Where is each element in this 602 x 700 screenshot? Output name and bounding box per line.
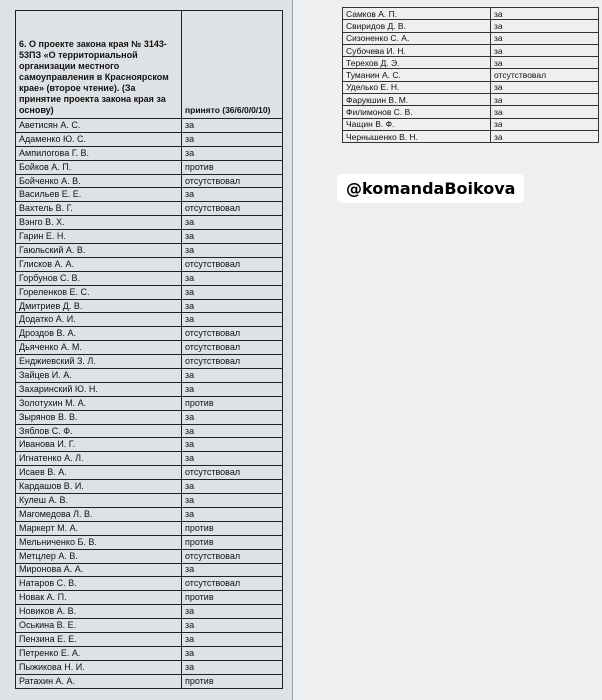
table-row [16,452,283,466]
deputy-name: Оськина В. Е. [16,619,182,633]
table-row [343,94,599,106]
deputy-vote: за [182,410,283,424]
deputy-name: Терехов Д. Э. [343,57,491,69]
deputy-vote: за [491,20,599,32]
deputy-name: Дроздов В. А. [16,327,182,341]
deputy-name: Магомедова Л. В. [16,507,182,521]
table-row [16,230,283,244]
table-row [16,438,283,452]
deputy-vote: за [182,216,283,230]
deputy-name: Аветисян А. С. [16,119,182,133]
deputy-name: Фарукшин В. М. [343,94,491,106]
table-row [343,32,599,44]
deputy-vote: за [491,130,599,142]
table-row [343,69,599,81]
table-row [16,577,283,591]
deputy-name: Зяблов С. Ф. [16,424,182,438]
deputy-name: Самков А. П. [343,8,491,20]
table-row [16,619,283,633]
table-header-row [16,11,283,119]
table-row [16,327,283,341]
deputy-vote: за [491,8,599,20]
table-row [16,202,283,216]
deputy-name: Гаюльский А. В. [16,244,182,258]
deputy-vote: за [182,188,283,202]
deputy-vote: за [182,313,283,327]
deputy-name: Пыжикова Н. И. [16,660,182,674]
vote-result: принято (36/6/0/0/10) [182,11,283,119]
deputy-vote: за [491,32,599,44]
table-row [16,369,283,383]
table-row [16,466,283,480]
deputy-name: Сизоненко С. А. [343,32,491,44]
table-row [16,285,283,299]
deputy-name: Зырянов В. В. [16,410,182,424]
deputy-vote: за [182,605,283,619]
deputy-vote: за [182,230,283,244]
table-row [16,563,283,577]
table-row [16,507,283,521]
deputy-name: Дьяченко А. М. [16,341,182,355]
deputy-vote: отсутствовал [182,549,283,563]
deputy-name: Иванова И. Г. [16,438,182,452]
deputy-name: Бойченко А. В. [16,174,182,188]
deputy-name: Туманин А. С. [343,69,491,81]
table-row [16,549,283,563]
deputy-vote: против [182,674,283,688]
deputy-vote: отсутствовал [182,355,283,369]
table-row [16,396,283,410]
table-row [16,605,283,619]
table-row [343,44,599,56]
table-row [16,674,283,688]
table-row [16,410,283,424]
deputy-name: Додатко А. И. [16,313,182,327]
table-row [16,174,283,188]
deputy-name: Захаринский Ю. Н. [16,382,182,396]
deputy-vote: за [182,632,283,646]
deputy-name: Васильев Е. Е. [16,188,182,202]
table-row [16,480,283,494]
deputy-vote: за [182,119,283,133]
deputy-name: Новак А. П. [16,591,182,605]
deputy-vote: отсутствовал [182,327,283,341]
table-row [343,81,599,93]
deputy-vote: за [182,299,283,313]
deputy-vote: за [182,619,283,633]
deputy-name: Чащин В. Ф. [343,118,491,130]
deputy-vote: за [182,424,283,438]
table-row [16,257,283,271]
deputy-vote: за [491,106,599,118]
deputy-vote: за [182,646,283,660]
deputy-name: Петренко Е. А. [16,646,182,660]
deputy-name: Енджиевский З. Л. [16,355,182,369]
table-row [343,130,599,142]
table-row [16,494,283,508]
deputy-name: Миронова А. А. [16,563,182,577]
deputy-name: Игнатенко А. Л. [16,452,182,466]
deputy-name: Кулеш А. В. [16,494,182,508]
deputy-name: Исаев В. А. [16,466,182,480]
deputy-vote: за [491,94,599,106]
bill-title: 6. О проекте закона края № 3143-53ПЗ «О территориальной организации местного самоуправления в Красноярском крае» (второе чтение). (За принятие проекта закона края за основу) [16,11,182,119]
table-row [16,244,283,258]
deputy-vote: за [182,132,283,146]
deputy-vote: за [182,285,283,299]
deputy-name: Бойков А. П. [16,160,182,174]
table-row [16,521,283,535]
deputy-name: Кардашов В. И. [16,480,182,494]
table-row [16,355,283,369]
deputy-vote: отсутствовал [182,174,283,188]
deputy-vote: за [491,81,599,93]
table-row [16,660,283,674]
table-row [343,106,599,118]
deputy-name: Новиков А. В. [16,605,182,619]
deputy-name: Субочева И. Н. [343,44,491,56]
deputy-name: Вэнго В. Х. [16,216,182,230]
deputy-vote: за [182,494,283,508]
deputy-vote: за [491,57,599,69]
deputy-vote: за [182,452,283,466]
deputy-vote: за [491,118,599,130]
deputy-name: Пензина Е. Е. [16,632,182,646]
deputy-vote: за [182,507,283,521]
deputy-vote: за [182,369,283,383]
table-row [16,591,283,605]
deputy-name: Дмитриев Д. В. [16,299,182,313]
table-row [16,216,283,230]
table-row [16,646,283,660]
deputy-vote: против [182,396,283,410]
deputy-name: Свиридов Д. В. [343,20,491,32]
table-row [16,146,283,160]
table-row [16,119,283,133]
deputy-name: Горбунов С. В. [16,271,182,285]
deputy-vote: отсутствовал [182,341,283,355]
table-row [16,382,283,396]
deputy-vote: отсутствовал [182,577,283,591]
table-row [16,535,283,549]
deputy-vote: отсутствовал [182,202,283,216]
table-row [343,8,599,20]
table-row [343,118,599,130]
table-row [16,188,283,202]
deputy-name: Чернышенко В. Н. [343,130,491,142]
vote-table-left [15,10,283,689]
watermark-handle: @komandaBoikova [337,174,524,203]
deputy-name: Метцлер А. В. [16,549,182,563]
deputy-name: Натаров С. В. [16,577,182,591]
deputy-name: Зайцев И. А. [16,369,182,383]
deputy-vote: против [182,591,283,605]
deputy-name: Золотухин М. А. [16,396,182,410]
deputy-vote: за [182,438,283,452]
deputy-name: Филимонов С. В. [343,106,491,118]
table-row [16,132,283,146]
deputy-name: Адаменко Ю. С. [16,132,182,146]
deputy-vote: за [182,480,283,494]
deputy-name: Ратахин А. А. [16,674,182,688]
deputy-name: Глисков А. А. [16,257,182,271]
table-row [16,160,283,174]
deputy-vote: за [491,44,599,56]
deputy-name: Ампилогова Г. В. [16,146,182,160]
table-row [343,57,599,69]
deputy-vote: за [182,146,283,160]
deputy-vote: за [182,271,283,285]
deputy-vote: за [182,660,283,674]
deputy-vote: против [182,521,283,535]
deputy-name: Гарин Е. Н. [16,230,182,244]
deputy-name: Уделько Е. Н. [343,81,491,93]
table-row [16,424,283,438]
deputy-vote: против [182,160,283,174]
table-row [343,20,599,32]
table-row [16,271,283,285]
table-row [16,299,283,313]
deputy-vote: против [182,535,283,549]
deputy-vote: за [182,382,283,396]
deputy-name: Гореленков Е. С. [16,285,182,299]
deputy-vote: отсутствовал [182,466,283,480]
table-row [16,341,283,355]
table-row [16,632,283,646]
vote-table-right [342,7,599,143]
deputy-vote: отсутствовал [182,257,283,271]
deputy-name: Мельниченко Б. В. [16,535,182,549]
deputy-vote: отсутствовал [491,69,599,81]
deputy-vote: за [182,563,283,577]
deputy-vote: за [182,244,283,258]
table-row [16,313,283,327]
deputy-name: Маркерт М. А. [16,521,182,535]
deputy-name: Вахтель В. Г. [16,202,182,216]
